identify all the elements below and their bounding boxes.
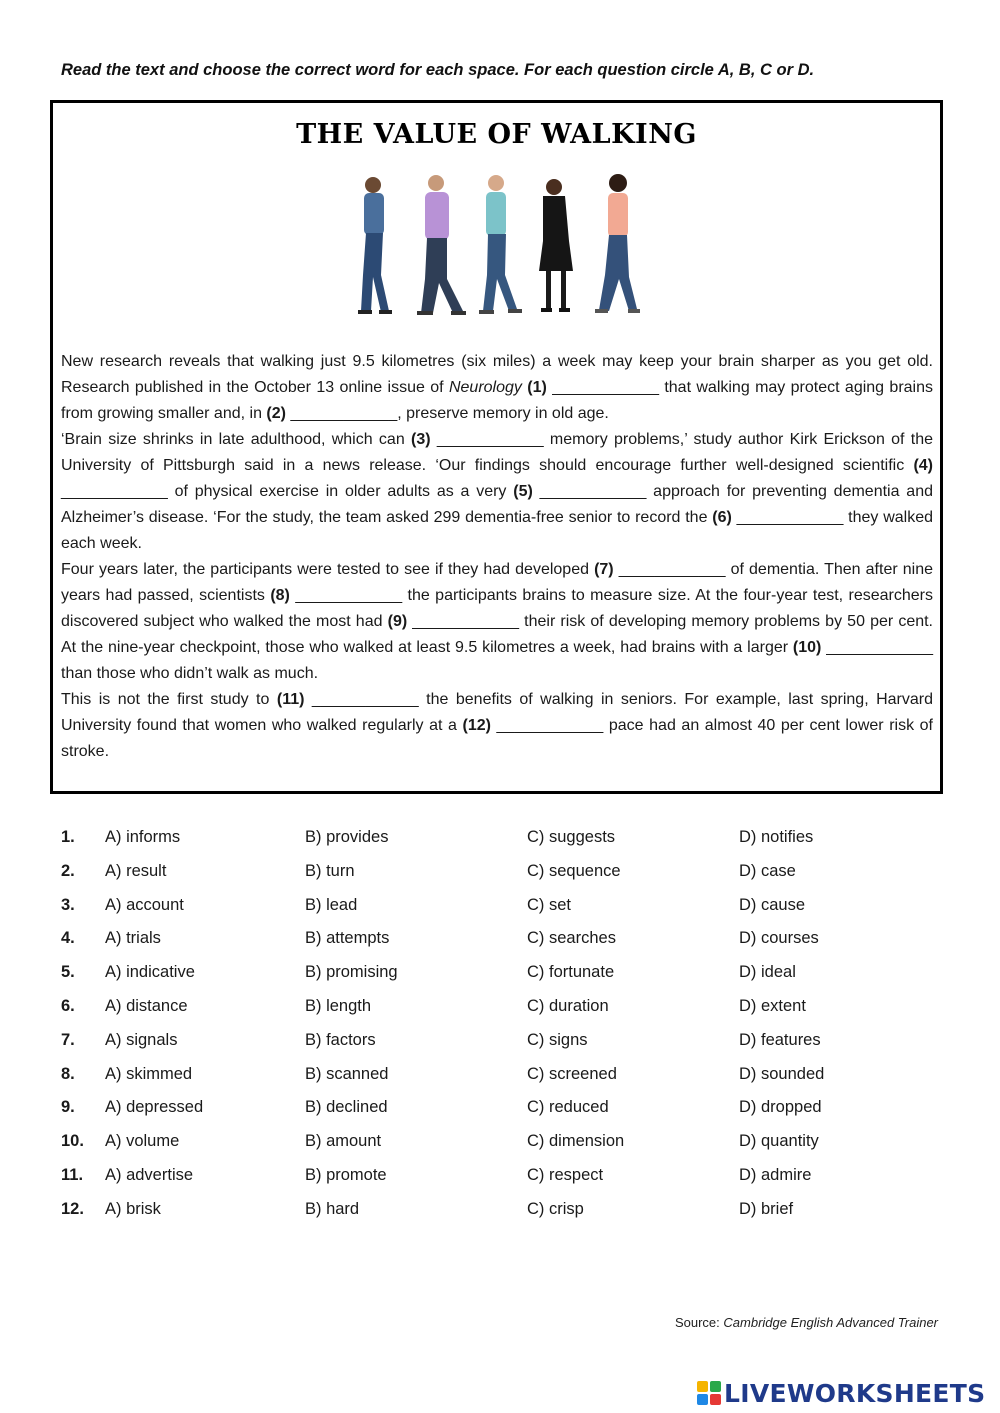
option-a[interactable]: A) distance [105, 996, 188, 1015]
question-number: 2. [61, 861, 75, 880]
option-c[interactable]: C) dimension [527, 1132, 625, 1151]
gap-blank-1[interactable]: ____________ [552, 379, 659, 396]
gap-blank-11[interactable]: ____________ [311, 691, 419, 708]
option-c[interactable]: C) fortunate [527, 963, 615, 982]
option-b[interactable]: B) factors [305, 1030, 376, 1049]
option-d[interactable]: D) extent [739, 996, 806, 1015]
question-row [61, 1065, 941, 1099]
question-row [61, 963, 941, 997]
question-number: 8. [61, 1064, 75, 1083]
option-c[interactable]: C) searches [527, 929, 616, 948]
gap-number-7: (7) [594, 561, 614, 578]
option-a[interactable]: A) volume [105, 1132, 180, 1151]
gap-number-1: (1) [527, 379, 547, 396]
gap-number-4: (4) [913, 457, 933, 474]
brand-name: LIVEWORKSHEETS [724, 1378, 986, 1408]
question-row [61, 1098, 941, 1132]
gap-blank-10[interactable]: ____________ [826, 639, 933, 656]
question-number: 6. [61, 996, 75, 1015]
option-a[interactable]: A) result [105, 861, 167, 880]
question-number: 12. [61, 1199, 84, 1218]
gap-blank-4[interactable]: ____________ [61, 483, 168, 500]
option-b[interactable]: B) length [305, 996, 372, 1015]
option-a[interactable]: A) skimmed [105, 1064, 193, 1083]
question-row [61, 1166, 941, 1200]
question-row [61, 896, 941, 930]
option-c[interactable]: C) suggests [527, 828, 616, 846]
option-d[interactable]: D) features [739, 1030, 821, 1049]
reading-passage-frame [50, 100, 943, 794]
question-row [61, 828, 941, 862]
option-b[interactable]: B) promote [305, 1165, 387, 1184]
question-row [61, 929, 941, 963]
walking-people-illustration [343, 171, 663, 321]
source-credit [675, 1315, 938, 1330]
gap-blank-6[interactable]: ____________ [736, 509, 844, 526]
answer-options [61, 828, 941, 1234]
gap-blank-7[interactable]: ____________ [618, 561, 726, 578]
option-a[interactable]: A) advertise [105, 1165, 194, 1184]
gap-number-11: (11) [276, 691, 305, 708]
gap-number-6: (6) [712, 509, 732, 526]
option-d[interactable]: D) ideal [739, 963, 796, 982]
option-d[interactable]: D) quantity [739, 1132, 819, 1151]
option-c[interactable]: C) respect [527, 1165, 604, 1184]
option-a[interactable]: A) indicative [105, 963, 195, 982]
option-c[interactable]: C) crisp [527, 1199, 584, 1218]
gap-number-8: (8) [270, 587, 290, 604]
option-b[interactable]: B) declined [305, 1098, 388, 1117]
gap-blank-2[interactable]: ____________ [290, 405, 398, 422]
option-b[interactable]: B) lead [305, 895, 358, 914]
option-c[interactable]: C) reduced [527, 1098, 609, 1117]
option-a[interactable]: A) trials [105, 929, 161, 948]
walker-2 [417, 175, 466, 315]
gap-blank-9[interactable]: ____________ [412, 613, 520, 630]
question-number: 1. [61, 828, 75, 846]
question-row [61, 1132, 941, 1166]
question-row [61, 1200, 941, 1234]
option-b[interactable]: B) promising [305, 963, 398, 982]
option-c[interactable]: C) set [527, 895, 572, 914]
option-b[interactable]: B) provides [305, 828, 389, 846]
passage-paragraph-1: New research reveals that walking just 9.5 kilometres (six miles) a week may keep your brain sharper as you get old. Research published in the October 13 online issue of Neurology (1) ____________ that walking may protect aging brains from growing smaller and, in (2) ____________, preserve memory in old age. [61, 353, 933, 422]
gap-blank-8[interactable]: ____________ [295, 587, 403, 604]
option-c[interactable]: C) screened [527, 1064, 617, 1083]
option-a[interactable]: A) depressed [105, 1098, 204, 1117]
source-title: Cambridge English Advanced Trainer [723, 1315, 938, 1330]
question-number: 3. [61, 895, 75, 914]
passage-paragraph-4: This is not the first study to (11) ____________ the benefits of walking in seniors. For example, last spring, Harvard University found that women who walked regularly at a (12) ____________ pace had an almost 40 per cent lower risk of stroke. [61, 691, 934, 760]
gap-number-5: (5) [513, 483, 533, 500]
passage-title: THE VALUE OF WALKING [296, 119, 697, 150]
gap-number-12: (12) [462, 717, 491, 734]
instructions: Read the text and choose the correct word for each space. For each question circle A, B, C or D. [61, 61, 815, 79]
walker-3 [479, 175, 522, 314]
question-number: 10. [61, 1132, 84, 1151]
passage-text [61, 349, 933, 765]
question-number: 4. [61, 929, 75, 948]
option-d[interactable]: D) cause [739, 895, 806, 914]
liveworksheets-logo-icon [697, 1381, 721, 1405]
question-row [61, 1031, 941, 1065]
liveworksheets-branding [697, 1378, 985, 1408]
option-a[interactable]: A) account [105, 895, 184, 914]
gap-number-2: (2) [266, 405, 286, 422]
passage-paragraph-3: Four years later, the participants were tested to see if they had developed (7) ____________ of dementia. Then after nine years had passed, scientists (8) ____________ the participants brains to measure size. At the four-year test, researchers discovered subject who walked the most had (9) ____________ their risk of developing memory problems by 50 per cent. At the nine-year checkpoint, those who walked at least 9.5 kilometres a week, had brains with a larger (10) ____________ than those who didn’t walk as much. [61, 561, 934, 682]
option-d[interactable]: D) admire [739, 1165, 812, 1184]
option-b[interactable]: B) scanned [305, 1064, 389, 1083]
option-d[interactable]: D) notifies [739, 828, 814, 846]
option-d[interactable]: D) case [739, 861, 796, 880]
walker-5 [595, 174, 640, 313]
gap-blank-5[interactable]: ____________ [539, 483, 647, 500]
option-c[interactable]: C) sequence [527, 861, 621, 880]
option-d[interactable]: D) brief [739, 1199, 794, 1218]
gap-blank-12[interactable]: ____________ [496, 717, 604, 734]
gap-number-9: (9) [387, 613, 408, 630]
option-d[interactable]: D) dropped [739, 1098, 822, 1117]
option-d[interactable]: D) courses [739, 929, 819, 948]
question-number: 9. [61, 1098, 75, 1117]
option-b[interactable]: B) hard [305, 1199, 360, 1218]
option-a[interactable]: A) informs [105, 828, 181, 846]
option-b[interactable]: B) turn [305, 861, 355, 880]
gap-blank-3[interactable]: ____________ [436, 431, 544, 448]
option-c[interactable]: C) signs [527, 1030, 588, 1049]
option-b[interactable]: B) amount [305, 1132, 382, 1151]
passage-paragraph-2: ‘Brain size shrinks in late adulthood, which can (3) ____________ memory problems,’ study author Kirk Erickson of the University of Pittsburgh said in a news release. ‘Our findings should encourage further well-designed scientific (4) ____________ of physical exercise in older adults as a very (5) ____________ approach for preventing dementia and Alzheimer’s disease. ‘For the study, the team asked 299 dementia-free senior to record the (6) ____________ they walked each week. [61, 431, 934, 552]
question-row [61, 997, 941, 1031]
question-number: 11. [61, 1165, 84, 1184]
option-a[interactable]: A) brisk [105, 1199, 161, 1218]
option-b[interactable]: B) attempts [305, 929, 390, 948]
walker-4 [539, 179, 573, 312]
option-d[interactable]: D) sounded [739, 1064, 825, 1083]
question-number: 5. [61, 963, 75, 982]
walker-1 [358, 177, 392, 314]
gap-number-3: (3) [411, 431, 431, 448]
gap-number-10: (10) [792, 639, 822, 656]
question-row [61, 862, 941, 896]
option-c[interactable]: C) duration [527, 996, 609, 1015]
question-number: 7. [61, 1030, 75, 1049]
journal-name: Neurology [448, 379, 522, 396]
source-label: Source: [674, 1315, 724, 1330]
option-a[interactable]: A) signals [105, 1030, 178, 1049]
